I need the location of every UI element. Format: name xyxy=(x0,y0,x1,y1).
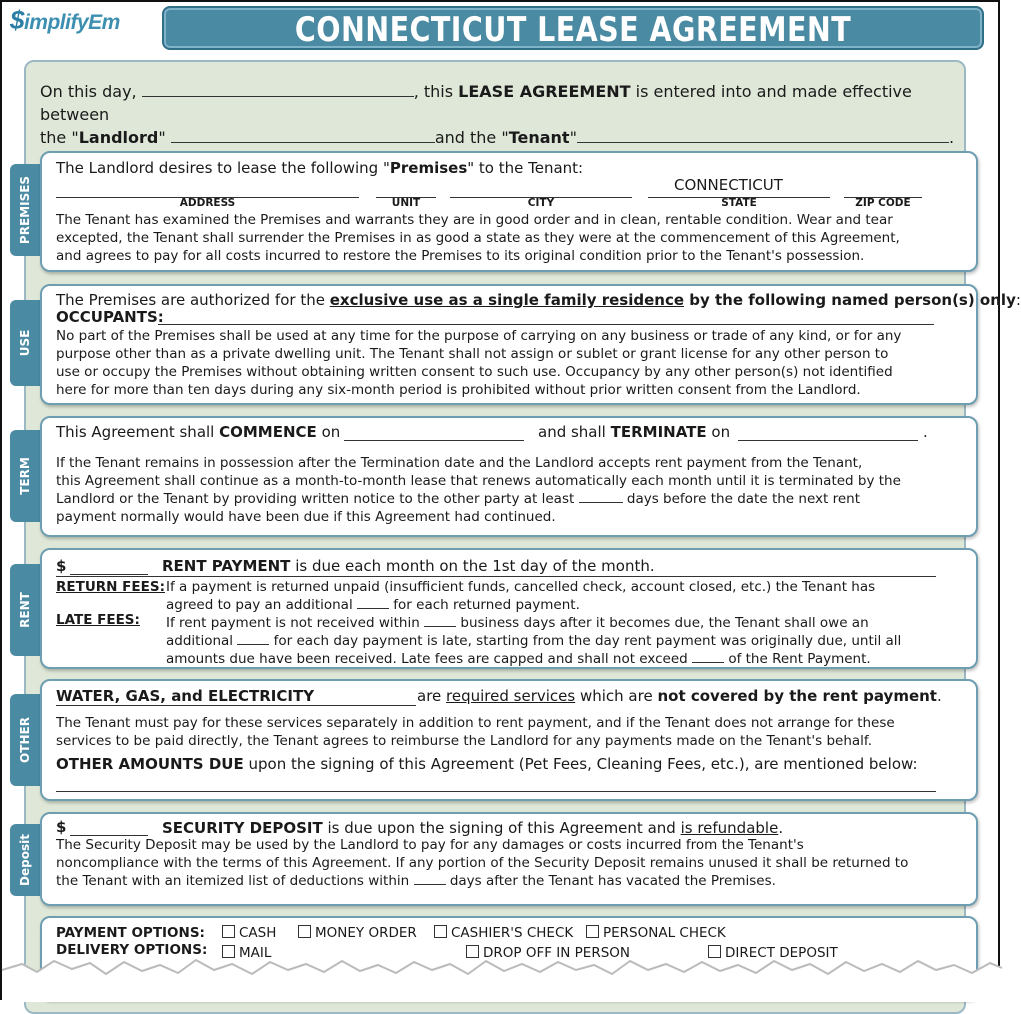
other-amounts-line xyxy=(56,755,918,773)
tab-label: TERM xyxy=(18,457,32,495)
tab-term xyxy=(10,430,40,522)
brand-logo xyxy=(10,5,120,36)
intro-block xyxy=(40,80,955,149)
use-paragraph: purpose other than as a private dwelling unit. The Tenant shall not assign or sublet or grant license for any other person to xyxy=(56,346,889,362)
use-bold: exclusive use as a single family residence xyxy=(329,291,685,309)
term-text: on xyxy=(316,423,341,441)
checkbox[interactable] xyxy=(222,925,235,938)
intro-text: the " xyxy=(40,128,79,147)
late-fees-text: LATE FEES: xyxy=(56,612,140,628)
payment-options-label xyxy=(56,924,205,942)
premises-paragraph: and agrees to pay for all costs incurred to restore the Premises to its original condition prior to the Tenant's possession. xyxy=(56,248,865,264)
deposit-paragraph xyxy=(56,872,776,890)
return-fees-label xyxy=(56,578,165,596)
tab-label: OTHER xyxy=(18,717,32,763)
term-text: days before the date the next rent xyxy=(626,491,861,507)
term-text: and shall xyxy=(538,423,611,441)
torn-edge-decoration xyxy=(2,952,1002,1002)
premises-text: " to the Tenant: xyxy=(467,159,584,177)
deposit-text: the Tenant with an itemized list of deductions within xyxy=(56,873,410,889)
document-title: CONNECTICUT LEASE AGREEMENT xyxy=(294,10,852,50)
deposit-text: is refundable xyxy=(680,819,779,837)
utilities-label xyxy=(56,687,314,705)
use-bold: by the following named person(s) only xyxy=(684,291,1016,309)
rent-paragraph xyxy=(166,650,871,668)
tab-label: USE xyxy=(18,329,32,357)
tenant-field[interactable] xyxy=(577,128,949,143)
term-section xyxy=(40,416,978,537)
intro-text: is entered into and made effective between xyxy=(40,82,912,124)
checkbox[interactable] xyxy=(586,925,599,938)
rent-amount-field[interactable] xyxy=(70,574,148,575)
rent-heading xyxy=(162,557,655,575)
unit-label: UNIT xyxy=(391,197,421,209)
deposit-days-field[interactable] xyxy=(414,872,446,885)
other-section xyxy=(40,679,978,801)
option-label: DIRECT DEPOSIT xyxy=(725,945,838,961)
rent-divider xyxy=(56,576,936,577)
deposit-dollar xyxy=(56,818,66,836)
rent-dollar xyxy=(56,557,66,575)
option-personal-check[interactable] xyxy=(586,924,726,942)
payment-label: PAYMENT OPTIONS: xyxy=(56,925,205,941)
grace-days-field[interactable] xyxy=(424,614,456,627)
premises-bold: Premises xyxy=(389,159,468,177)
premises-paragraph: The Tenant has examined the Premises and warrants they are in good order and in clean, rentable condition. Wear and tear xyxy=(56,212,893,228)
utilities-text: WATER, GAS, and ELECTRICITY xyxy=(56,687,315,705)
term-text: on xyxy=(706,423,731,441)
state-value: CONNECTICUT xyxy=(674,176,783,194)
occupants-label: OCCUPANTS: xyxy=(56,308,164,326)
intro-bold: LEASE AGREEMENT xyxy=(458,82,631,101)
term-paragraph xyxy=(56,490,860,508)
option-label: PERSONAL CHECK xyxy=(603,925,726,941)
option-label: CASHIER'S CHECK xyxy=(451,925,574,941)
option-cash[interactable] xyxy=(222,924,276,942)
term-text: This Agreement shall xyxy=(56,423,220,441)
logo-text: implifyEm xyxy=(23,11,120,34)
rent-text: of the Rent Payment. xyxy=(728,651,871,667)
rent-text: amounts due have been received. Late fees are capped and shall not exceed xyxy=(166,651,688,667)
checkbox[interactable] xyxy=(434,925,447,938)
term-paragraph: If the Tenant remains in possession after the Termination date and the Landlord accepts rent payment from the Tenant, xyxy=(56,455,863,471)
rent-text: is due each month on the 1st day of the month. xyxy=(290,557,655,575)
use-intro: The Premises are authorized for the exclusive use as a single family residence by the following named person(s) only: xyxy=(56,291,1021,309)
term-text: Landlord or the Tenant by providing written notice to the other party at least xyxy=(56,491,575,507)
rent-paragraph xyxy=(166,614,869,632)
tenant-label: Tenant xyxy=(508,128,570,147)
premises-intro xyxy=(56,159,583,177)
term-line xyxy=(56,423,340,441)
tab-rent xyxy=(10,564,40,656)
late-fee-field[interactable] xyxy=(237,632,269,645)
other-paragraph: services to be paid directly, the Tenant agrees to reimburse the Landlord for any payments made on the Tenant's behalf. xyxy=(56,733,872,749)
use-paragraph: here for more than ten days during any six-month period is prohibited without prior written consent from the Landlord. xyxy=(56,382,861,398)
rent-section xyxy=(40,548,978,669)
return-fees-text: RETURN FEES: xyxy=(56,579,165,595)
option-cashiers-check[interactable] xyxy=(434,924,573,942)
late-cap-field[interactable] xyxy=(692,650,724,663)
term-period: . xyxy=(923,423,928,441)
deposit-text: days after the Tenant has vacated the Premises. xyxy=(449,873,776,889)
terminate-label: TERMINATE xyxy=(610,423,707,441)
zip-label: ZIP CODE xyxy=(855,197,911,209)
utilities-line: are required services which are not covered by the rent payment. xyxy=(417,687,942,705)
dollar-s-icon: $ xyxy=(10,5,24,35)
use-section xyxy=(40,284,1021,405)
option-money-order[interactable] xyxy=(298,924,417,942)
other-text: upon the signing of this Agreement (Pet Fees, Cleaning Fees, etc.), are mentioned below: xyxy=(243,755,918,773)
state-label: STATE xyxy=(721,197,757,209)
commence-date-field[interactable] xyxy=(344,440,524,441)
rent-text: agreed to pay an additional xyxy=(166,597,353,613)
intro-text: " xyxy=(569,128,577,147)
deposit-paragraph: The Security Deposit may be used by the Landlord to pay for any damages or costs incurred from the Tenant's xyxy=(56,837,804,853)
rent-text: additional xyxy=(166,633,234,649)
use-text: The Premises are authorized for the xyxy=(56,291,330,309)
option-label: MONEY ORDER xyxy=(315,925,417,941)
use-paragraph: use or occupy the Premises without obtaining written consent to such use. Occupancy by any other person(s) not identified xyxy=(56,364,893,380)
security-deposit-label: SECURITY DEPOSIT xyxy=(162,819,323,837)
rent-paragraph xyxy=(166,632,901,650)
rent-text: If rent payment is not received within xyxy=(166,615,420,631)
tab-label: RENT xyxy=(18,592,32,628)
deposit-heading: SECURITY DEPOSIT is due upon the signing of this Agreement and is refundable. xyxy=(162,819,784,837)
notice-days-field[interactable] xyxy=(579,490,623,503)
intro-text: and the " xyxy=(434,128,509,147)
landlord-label: Landlord xyxy=(78,128,159,147)
tab-use xyxy=(10,300,40,386)
title-banner xyxy=(162,6,984,50)
intro-text: On this day, xyxy=(40,82,137,101)
late-fees-label xyxy=(56,611,140,629)
tab-deposit xyxy=(10,824,40,896)
premises-section xyxy=(40,151,978,272)
rent-payment-label: RENT PAYMENT xyxy=(162,557,291,575)
occupants-row xyxy=(56,308,164,326)
premises-text: The Landlord desires to lease the following " xyxy=(56,159,390,177)
rent-text: for each day payment is late, starting from the day rent payment was originally due, until all xyxy=(273,633,902,649)
deposit-text: is due upon the signing of this Agreement and xyxy=(322,819,681,837)
dollar-sign: $ xyxy=(56,818,67,836)
tab-label: PREMISES xyxy=(18,175,32,245)
date-field[interactable] xyxy=(142,82,414,97)
rent-paragraph xyxy=(166,596,580,614)
tab-premises xyxy=(10,164,40,256)
option-label: DROP OFF IN PERSON xyxy=(483,945,630,961)
terminate-date-field[interactable] xyxy=(738,440,918,441)
occupants-field[interactable] xyxy=(158,324,934,325)
commence-label: COMMENCE xyxy=(219,423,317,441)
premises-paragraph: excepted, the Tenant shall surrender the Premises in as good a state as they were at the commencement of this Agreement, xyxy=(56,230,900,246)
deposit-section xyxy=(40,812,978,906)
other-amounts-field[interactable] xyxy=(56,791,936,792)
tab-other xyxy=(10,694,40,786)
rent-text: for each returned payment. xyxy=(393,597,580,613)
rent-paragraph: If a payment is returned unpaid (insufficient funds, cancelled check, account closed, etc.) the Tenant has xyxy=(166,579,876,595)
intro-text: , this xyxy=(413,82,459,101)
other-text: required services xyxy=(446,687,576,705)
rent-text: business days after it becomes due, the Tenant shall owe an xyxy=(460,615,869,631)
intro-text: " xyxy=(158,128,171,147)
deposit-paragraph: noncompliance with the terms of this Agreement. If any portion of the Security Deposit remains unused it shall be returned to xyxy=(56,855,909,871)
option-label: CASH xyxy=(239,925,277,941)
city-label: CITY xyxy=(527,197,555,209)
use-paragraph: No part of the Premises shall be used at any time for the purpose of carrying on any business or trade of any kind, or for any xyxy=(56,328,902,344)
utilities-field[interactable] xyxy=(56,705,416,706)
other-amounts-label: OTHER AMOUNTS DUE xyxy=(56,755,244,773)
term-paragraph: this Agreement shall continue as a month-to-month lease that renews automatically each month until it is terminated by the xyxy=(56,473,901,489)
intro-line-2: the "Landlord" and the "Tenant" . xyxy=(40,128,955,147)
intro-line-1 xyxy=(40,80,955,126)
term-line xyxy=(538,423,730,441)
delivery-label: DELIVERY OPTIONS: xyxy=(56,942,208,958)
dollar-sign: $ xyxy=(56,557,67,575)
option-label: MAIL xyxy=(239,945,272,961)
other-paragraph: The Tenant must pay for these services separately in addition to rent payment, and if the Tenant does not arrange for these xyxy=(56,715,895,731)
tab-label: Deposit xyxy=(18,834,32,886)
other-text: are xyxy=(417,687,447,705)
other-text: which are xyxy=(575,687,658,705)
address-label: ADDRESS xyxy=(179,197,236,209)
checkbox[interactable] xyxy=(298,925,311,938)
landlord-field[interactable] xyxy=(171,128,435,143)
term-paragraph: payment normally would have been due if this Agreement had continued. xyxy=(56,509,556,525)
other-bold: not covered by the rent payment xyxy=(657,687,937,705)
return-fee-field[interactable] xyxy=(357,596,389,609)
